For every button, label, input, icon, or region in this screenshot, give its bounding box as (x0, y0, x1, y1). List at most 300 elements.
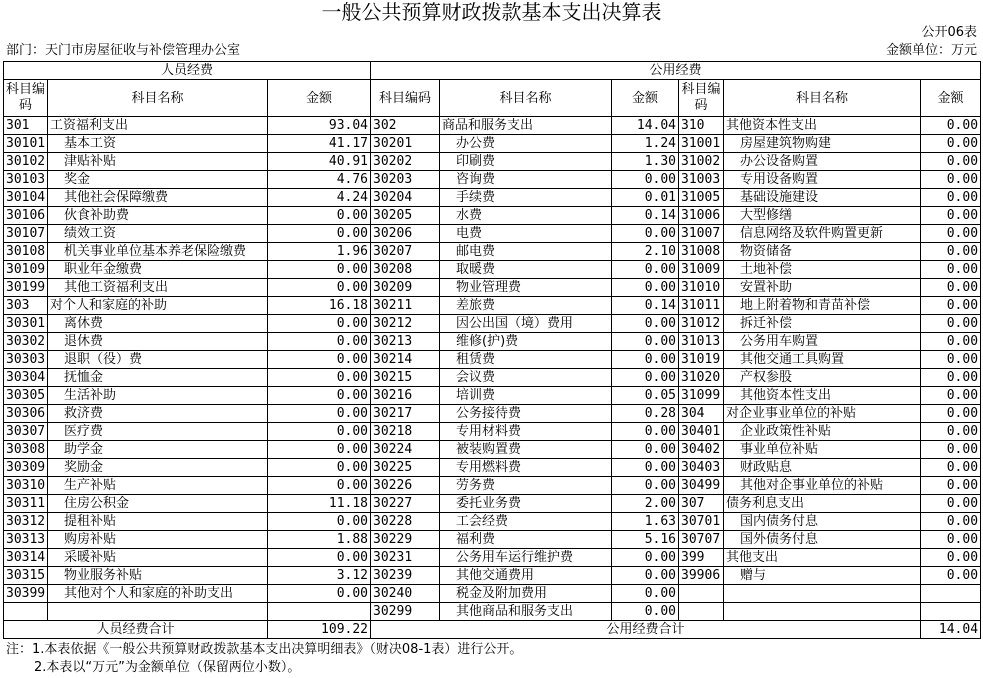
public-b-amount-cell: 0.00 (921, 333, 981, 351)
personnel-code-cell: 301 (4, 117, 48, 135)
table-row (4, 477, 981, 495)
personnel-code-cell: 30304 (4, 369, 48, 387)
personnel-code-cell: 30107 (4, 225, 48, 243)
expenditure-table (3, 61, 981, 639)
table-row (4, 261, 981, 279)
public-group-header: 公用经费 (371, 62, 981, 80)
public-a-name-cell: 租赁费 (440, 351, 612, 369)
public-b-amount-cell: 0.00 (921, 153, 981, 171)
public-b-name-cell: 财政贴息 (724, 459, 921, 477)
public-b-name-cell: 土地补偿 (724, 261, 921, 279)
personnel-name-cell: 助学金 (48, 441, 268, 459)
public-b-code-cell: 31008 (679, 243, 724, 261)
col-header-name: 科目名称 (724, 80, 921, 117)
personnel-amount-cell: 0.00 (268, 351, 371, 369)
personnel-amount-cell: 1.88 (268, 531, 371, 549)
public-a-code-cell: 30205 (371, 207, 440, 225)
personnel-amount-cell: 0.00 (268, 333, 371, 351)
public-a-name-cell: 被装购置费 (440, 441, 612, 459)
public-b-amount-cell: 0.00 (921, 207, 981, 225)
public-b-amount-cell: 0.00 (921, 351, 981, 369)
personnel-total-amount: 109.22 (268, 621, 371, 639)
personnel-amount-cell: 4.24 (268, 189, 371, 207)
public-b-amount-cell: 0.00 (921, 117, 981, 135)
personnel-name-cell: 其他工资福利支出 (48, 279, 268, 297)
table-row (4, 585, 981, 603)
personnel-code-cell: 30102 (4, 153, 48, 171)
table-row (4, 495, 981, 513)
personnel-name-cell: 津贴补贴 (48, 153, 268, 171)
table-row (4, 207, 981, 225)
public-a-amount-cell: 0.00 (612, 459, 679, 477)
public-b-code-cell: 31003 (679, 171, 724, 189)
personnel-name-cell: 提租补贴 (48, 513, 268, 531)
public-b-code-cell: 31007 (679, 225, 724, 243)
report-title: 一般公共预算财政拨款基本支出决算表 (321, 0, 662, 24)
table-row (4, 243, 981, 261)
public-b-amount-cell: 0.00 (921, 531, 981, 549)
public-b-code-cell: 399 (679, 549, 724, 567)
col-header-amount: 金额 (921, 80, 981, 117)
personnel-amount-cell (268, 603, 371, 621)
public-b-amount-cell: 0.00 (921, 225, 981, 243)
public-b-name-cell: 房屋建筑物购建 (724, 135, 921, 153)
public-b-amount-cell (921, 603, 981, 621)
personnel-name-cell (48, 603, 268, 621)
public-b-code-cell (679, 585, 724, 603)
public-a-code-cell: 30224 (371, 441, 440, 459)
public-b-code-cell: 310 (679, 117, 724, 135)
public-b-name-cell: 办公设备购置 (724, 153, 921, 171)
public-b-code-cell (679, 603, 724, 621)
table-row (4, 279, 981, 297)
public-b-code-cell: 30401 (679, 423, 724, 441)
public-a-amount-cell: 1.63 (612, 513, 679, 531)
public-a-code-cell: 30207 (371, 243, 440, 261)
public-b-code-cell: 31001 (679, 135, 724, 153)
personnel-code-cell (4, 603, 48, 621)
personnel-amount-cell: 0.00 (268, 315, 371, 333)
public-a-name-cell: 电费 (440, 225, 612, 243)
public-b-name-cell: 公务用车购置 (724, 333, 921, 351)
public-a-code-cell: 30299 (371, 603, 440, 621)
public-a-name-cell: 商品和服务支出 (440, 117, 612, 135)
public-a-amount-cell: 0.00 (612, 369, 679, 387)
public-a-name-cell: 印刷费 (440, 153, 612, 171)
public-a-code-cell: 30229 (371, 531, 440, 549)
footnote-2: 2.本表以“万元”为金额单位（保留两位小数）。 (34, 660, 301, 675)
public-a-name-cell: 维修(护)费 (440, 333, 612, 351)
public-a-code-cell: 30209 (371, 279, 440, 297)
public-a-code-cell: 30226 (371, 477, 440, 495)
public-a-code-cell: 30239 (371, 567, 440, 585)
public-a-name-cell: 劳务费 (440, 477, 612, 495)
personnel-name-cell: 绩效工资 (48, 225, 268, 243)
public-b-name-cell: 事业单位补贴 (724, 441, 921, 459)
public-b-amount-cell: 0.00 (921, 189, 981, 207)
public-b-name-cell: 债务利息支出 (724, 495, 921, 513)
public-a-amount-cell: 2.10 (612, 243, 679, 261)
personnel-code-cell: 30303 (4, 351, 48, 369)
personnel-name-cell: 生产补贴 (48, 477, 268, 495)
col-header-name: 科目名称 (48, 80, 268, 117)
table-row (4, 189, 981, 207)
personnel-code-cell: 30101 (4, 135, 48, 153)
personnel-name-cell: 对个人和家庭的补助 (48, 297, 268, 315)
personnel-name-cell: 救济费 (48, 405, 268, 423)
personnel-amount-cell: 0.00 (268, 387, 371, 405)
public-a-code-cell: 30228 (371, 513, 440, 531)
public-a-amount-cell: 0.14 (612, 297, 679, 315)
public-a-amount-cell: 0.14 (612, 207, 679, 225)
public-b-name-cell: 基础设施建设 (724, 189, 921, 207)
table-row (4, 351, 981, 369)
personnel-name-cell: 其他社会保障缴费 (48, 189, 268, 207)
public-b-amount-cell: 0.00 (921, 261, 981, 279)
public-a-name-cell: 手续费 (440, 189, 612, 207)
public-a-name-cell: 取暖费 (440, 261, 612, 279)
personnel-amount-cell: 11.18 (268, 495, 371, 513)
public-b-amount-cell: 0.00 (921, 315, 981, 333)
public-a-amount-cell: 0.00 (612, 477, 679, 495)
personnel-code-cell: 30310 (4, 477, 48, 495)
public-a-amount-cell: 0.00 (612, 441, 679, 459)
personnel-amount-cell: 4.76 (268, 171, 371, 189)
public-a-amount-cell: 0.00 (612, 333, 679, 351)
public-b-code-cell: 31011 (679, 297, 724, 315)
personnel-amount-cell: 0.00 (268, 423, 371, 441)
table-row (4, 531, 981, 549)
public-a-code-cell: 30231 (371, 549, 440, 567)
public-a-amount-cell: 0.00 (612, 549, 679, 567)
personnel-amount-cell: 0.00 (268, 441, 371, 459)
public-b-code-cell: 31012 (679, 315, 724, 333)
personnel-amount-cell: 41.17 (268, 135, 371, 153)
col-header-amount: 金额 (268, 80, 371, 117)
public-a-amount-cell: 1.30 (612, 153, 679, 171)
public-a-name-cell: 物业管理费 (440, 279, 612, 297)
table-row (4, 297, 981, 315)
public-a-code-cell: 30202 (371, 153, 440, 171)
public-a-name-cell: 培训费 (440, 387, 612, 405)
public-b-name-cell: 赠与 (724, 567, 921, 585)
personnel-code-cell: 30399 (4, 585, 48, 603)
public-b-name-cell: 其他资本性支出 (724, 117, 921, 135)
personnel-amount-cell: 3.12 (268, 567, 371, 585)
personnel-amount-cell: 1.96 (268, 243, 371, 261)
personnel-name-cell: 机关事业单位基本养老保险缴费 (48, 243, 268, 261)
public-b-code-cell: 31010 (679, 279, 724, 297)
public-a-name-cell: 会议费 (440, 369, 612, 387)
public-b-code-cell: 31005 (679, 189, 724, 207)
public-a-name-cell: 其他商品和服务支出 (440, 603, 612, 621)
table-row (4, 117, 981, 135)
col-header-code: 科目编码 (371, 80, 440, 117)
table-row (4, 171, 981, 189)
personnel-group-header: 人员经费 (4, 62, 371, 80)
personnel-name-cell: 其他对个人和家庭的补助支出 (48, 585, 268, 603)
public-a-name-cell: 工会经费 (440, 513, 612, 531)
public-a-name-cell: 专用燃料费 (440, 459, 612, 477)
public-b-name-cell: 产权参股 (724, 369, 921, 387)
public-a-name-cell: 因公出国（境）费用 (440, 315, 612, 333)
public-b-name-cell: 拆迁补偿 (724, 315, 921, 333)
public-a-amount-cell: 2.00 (612, 495, 679, 513)
public-a-code-cell: 30213 (371, 333, 440, 351)
public-a-code-cell: 30217 (371, 405, 440, 423)
public-a-code-cell: 30204 (371, 189, 440, 207)
public-b-name-cell (724, 603, 921, 621)
public-b-name-cell: 其他支出 (724, 549, 921, 567)
table-row (4, 153, 981, 171)
public-b-name-cell: 信息网络及软件购置更新 (724, 225, 921, 243)
personnel-code-cell: 30103 (4, 171, 48, 189)
personnel-code-cell: 30314 (4, 549, 48, 567)
personnel-name-cell: 住房公积金 (48, 495, 268, 513)
public-b-code-cell: 30707 (679, 531, 724, 549)
table-row (4, 549, 981, 567)
public-b-code-cell: 30499 (679, 477, 724, 495)
public-a-code-cell: 30206 (371, 225, 440, 243)
public-b-amount-cell: 0.00 (921, 549, 981, 567)
unit-label: 金额单位：万元 (885, 43, 977, 58)
public-a-amount-cell: 5.16 (612, 531, 679, 549)
public-a-amount-cell: 0.00 (612, 279, 679, 297)
personnel-code-cell: 30104 (4, 189, 48, 207)
public-a-code-cell: 30227 (371, 495, 440, 513)
personnel-code-cell: 30315 (4, 567, 48, 585)
table-row (4, 369, 981, 387)
personnel-code-cell: 30306 (4, 405, 48, 423)
public-a-amount-cell: 0.00 (612, 585, 679, 603)
public-a-amount-cell: 0.01 (612, 189, 679, 207)
personnel-amount-cell: 0.00 (268, 477, 371, 495)
public-b-code-cell: 31019 (679, 351, 724, 369)
public-a-code-cell: 30214 (371, 351, 440, 369)
personnel-code-cell: 30301 (4, 315, 48, 333)
public-b-amount-cell: 0.00 (921, 459, 981, 477)
personnel-name-cell: 退职（役）费 (48, 351, 268, 369)
public-b-code-cell: 307 (679, 495, 724, 513)
personnel-name-cell: 物业服务补贴 (48, 567, 268, 585)
public-a-code-cell: 30212 (371, 315, 440, 333)
public-b-code-cell: 304 (679, 405, 724, 423)
public-a-code-cell: 30218 (371, 423, 440, 441)
public-a-code-cell: 30208 (371, 261, 440, 279)
public-b-amount-cell (921, 585, 981, 603)
public-b-code-cell: 31013 (679, 333, 724, 351)
public-b-name-cell: 对企业事业单位的补贴 (724, 405, 921, 423)
public-a-amount-cell: 0.00 (612, 315, 679, 333)
table-row (4, 423, 981, 441)
public-total-label: 公用经费合计 (371, 621, 921, 639)
personnel-code-cell: 30108 (4, 243, 48, 261)
personnel-amount-cell: 0.00 (268, 225, 371, 243)
public-b-amount-cell: 0.00 (921, 387, 981, 405)
public-a-name-cell: 办公费 (440, 135, 612, 153)
public-b-name-cell: 地上附着物和青苗补偿 (724, 297, 921, 315)
personnel-code-cell: 30199 (4, 279, 48, 297)
public-a-name-cell: 咨询费 (440, 171, 612, 189)
footnotes (6, 641, 522, 677)
personnel-code-cell: 30313 (4, 531, 48, 549)
public-a-amount-cell: 0.05 (612, 387, 679, 405)
public-a-name-cell: 委托业务费 (440, 495, 612, 513)
personnel-name-cell: 生活补助 (48, 387, 268, 405)
public-b-name-cell: 企业政策性补贴 (724, 423, 921, 441)
public-a-code-cell: 30225 (371, 459, 440, 477)
personnel-code-cell: 30309 (4, 459, 48, 477)
col-header-code: 科目编码 (679, 80, 724, 117)
personnel-amount-cell: 0.00 (268, 459, 371, 477)
col-header-name: 科目名称 (440, 80, 612, 117)
public-b-code-cell: 31099 (679, 387, 724, 405)
public-a-name-cell: 差旅费 (440, 297, 612, 315)
public-a-amount-cell: 0.28 (612, 405, 679, 423)
personnel-name-cell: 基本工资 (48, 135, 268, 153)
personnel-amount-cell: 93.04 (268, 117, 371, 135)
personnel-name-cell: 采暖补贴 (48, 549, 268, 567)
public-total-amount: 14.04 (921, 621, 981, 639)
table-row (4, 225, 981, 243)
public-b-amount-cell: 0.00 (921, 171, 981, 189)
public-a-code-cell: 302 (371, 117, 440, 135)
table-row (4, 459, 981, 477)
public-b-amount-cell: 0.00 (921, 495, 981, 513)
public-b-name-cell: 其他资本性支出 (724, 387, 921, 405)
public-a-amount-cell: 0.00 (612, 603, 679, 621)
public-b-amount-cell: 0.00 (921, 243, 981, 261)
personnel-name-cell: 伙食补助费 (48, 207, 268, 225)
table-row (4, 135, 981, 153)
public-b-amount-cell: 0.00 (921, 405, 981, 423)
personnel-name-cell: 退休费 (48, 333, 268, 351)
table-row (4, 567, 981, 585)
public-b-code-cell: 31002 (679, 153, 724, 171)
personnel-code-cell: 30305 (4, 387, 48, 405)
public-b-name-cell: 其他对企事业单位的补贴 (724, 477, 921, 495)
personnel-code-cell: 30109 (4, 261, 48, 279)
personnel-amount-cell: 0.00 (268, 585, 371, 603)
personnel-amount-cell: 0.00 (268, 369, 371, 387)
table-row (4, 405, 981, 423)
personnel-total-label: 人员经费合计 (4, 621, 268, 639)
public-a-name-cell: 公务用车运行维护费 (440, 549, 612, 567)
personnel-amount-cell: 0.00 (268, 405, 371, 423)
public-b-code-cell: 31020 (679, 369, 724, 387)
personnel-code-cell: 30312 (4, 513, 48, 531)
public-b-code-cell: 39906 (679, 567, 724, 585)
public-a-code-cell: 30201 (371, 135, 440, 153)
personnel-amount-cell: 40.91 (268, 153, 371, 171)
table-row (4, 441, 981, 459)
footnote-1: 注：1.本表依据《一般公共预算财政拨款基本支出决算明细表》（财决08-1表）进行公开。 (6, 642, 523, 657)
table-row (4, 513, 981, 531)
personnel-code-cell: 30311 (4, 495, 48, 513)
public-b-amount-cell: 0.00 (921, 135, 981, 153)
public-a-code-cell: 30211 (371, 297, 440, 315)
department-label: 部门：天门市房屋征收与补偿管理办公室 (6, 43, 241, 58)
public-b-name-cell: 物资储备 (724, 243, 921, 261)
public-b-name-cell: 专用设备购置 (724, 171, 921, 189)
col-header-code: 科目编码 (4, 80, 48, 117)
public-a-name-cell: 公务接待费 (440, 405, 612, 423)
public-a-amount-cell: 0.00 (612, 225, 679, 243)
personnel-code-cell: 30302 (4, 333, 48, 351)
public-a-amount-cell: 0.00 (612, 567, 679, 585)
personnel-name-cell: 医疗费 (48, 423, 268, 441)
public-b-name-cell: 国外债务付息 (724, 531, 921, 549)
personnel-name-cell: 工资福利支出 (48, 117, 268, 135)
table-row (4, 603, 981, 621)
public-a-name-cell: 其他交通费用 (440, 567, 612, 585)
public-a-name-cell: 水费 (440, 207, 612, 225)
personnel-amount-cell: 0.00 (268, 261, 371, 279)
public-b-code-cell: 31009 (679, 261, 724, 279)
public-b-name-cell (724, 585, 921, 603)
public-a-amount-cell: 0.00 (612, 261, 679, 279)
public-b-name-cell: 大型修缮 (724, 207, 921, 225)
public-b-amount-cell: 0.00 (921, 567, 981, 585)
public-b-amount-cell: 0.00 (921, 513, 981, 531)
personnel-name-cell: 奖励金 (48, 459, 268, 477)
public-b-code-cell: 31006 (679, 207, 724, 225)
public-b-amount-cell: 0.00 (921, 297, 981, 315)
public-a-amount-cell: 0.00 (612, 171, 679, 189)
public-a-code-cell: 30216 (371, 387, 440, 405)
public-a-amount-cell: 1.24 (612, 135, 679, 153)
personnel-name-cell: 购房补贴 (48, 531, 268, 549)
public-b-code-cell: 30402 (679, 441, 724, 459)
public-a-code-cell: 30240 (371, 585, 440, 603)
personnel-name-cell: 奖金 (48, 171, 268, 189)
personnel-amount-cell: 0.00 (268, 513, 371, 531)
doc-code: 公开06表 (921, 25, 977, 40)
personnel-code-cell: 30307 (4, 423, 48, 441)
personnel-amount-cell: 0.00 (268, 279, 371, 297)
public-a-name-cell: 福利费 (440, 531, 612, 549)
public-b-amount-cell: 0.00 (921, 369, 981, 387)
col-header-amount: 金额 (612, 80, 679, 117)
personnel-amount-cell: 16.18 (268, 297, 371, 315)
public-a-name-cell: 邮电费 (440, 243, 612, 261)
public-b-amount-cell: 0.00 (921, 423, 981, 441)
table-row (4, 315, 981, 333)
public-a-amount-cell: 0.00 (612, 423, 679, 441)
personnel-code-cell: 30106 (4, 207, 48, 225)
personnel-code-cell: 303 (4, 297, 48, 315)
public-b-amount-cell: 0.00 (921, 441, 981, 459)
public-a-name-cell: 专用材料费 (440, 423, 612, 441)
personnel-amount-cell: 0.00 (268, 207, 371, 225)
table-row (4, 387, 981, 405)
public-a-amount-cell: 0.00 (612, 351, 679, 369)
public-b-name-cell: 安置补助 (724, 279, 921, 297)
public-b-amount-cell: 0.00 (921, 477, 981, 495)
public-b-name-cell: 其他交通工具购置 (724, 351, 921, 369)
public-a-code-cell: 30203 (371, 171, 440, 189)
personnel-code-cell: 30308 (4, 441, 48, 459)
public-b-code-cell: 30403 (679, 459, 724, 477)
public-a-name-cell: 税金及附加费用 (440, 585, 612, 603)
table-row (4, 333, 981, 351)
public-a-code-cell: 30215 (371, 369, 440, 387)
personnel-name-cell: 抚恤金 (48, 369, 268, 387)
public-b-amount-cell: 0.00 (921, 279, 981, 297)
public-b-name-cell: 国内债务付息 (724, 513, 921, 531)
public-a-amount-cell: 14.04 (612, 117, 679, 135)
personnel-name-cell: 离休费 (48, 315, 268, 333)
